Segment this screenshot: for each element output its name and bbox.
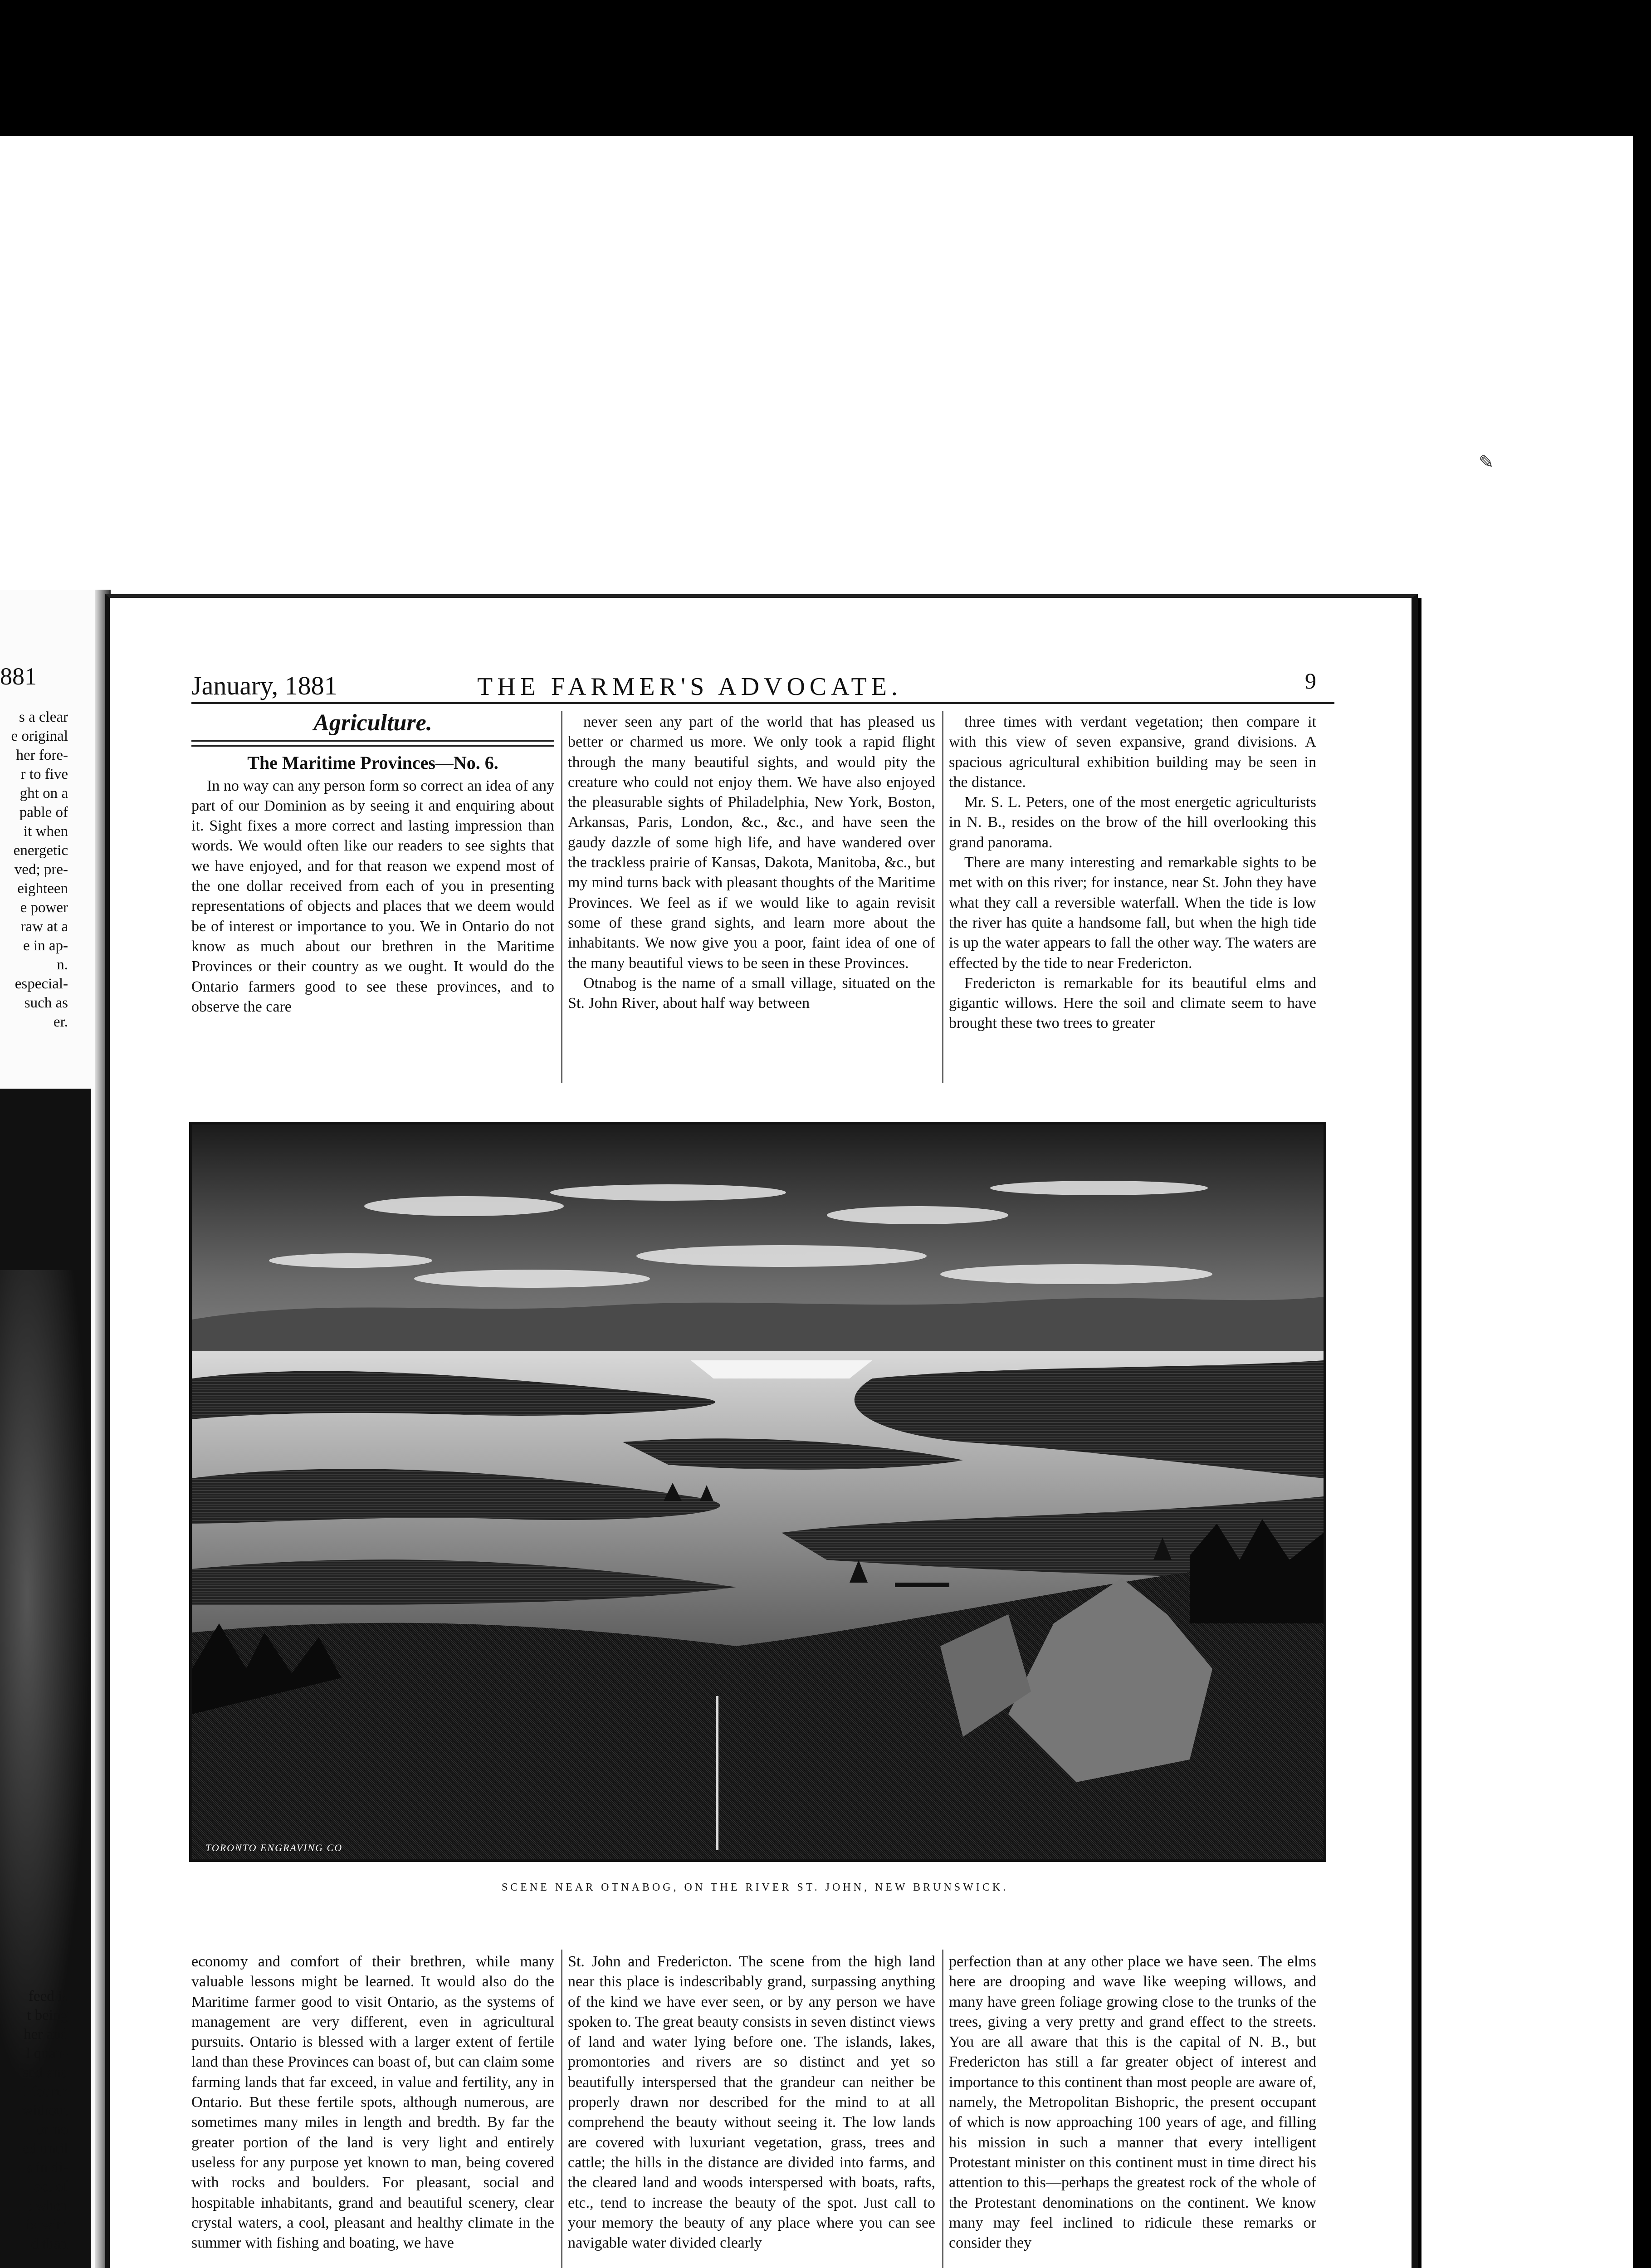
article-text [568,712,935,1013]
column-divider [942,711,943,1083]
paragraph: economy and comfort of their brethren, while many valuable lessons might be learned. It would also do the Maritime farmer good to visit Ontario, as the systems of management are very different, even in agricultural pursuits. Ontario is blessed with a larger extent of fertile land than these Provinces can boast of, but can claim some farming lands that far exceed, in value and fertility, any in Ontario. But these fertile spots, although numerous, are sometimes many miles in length and bredth. By far the greater portion of the land is very light and entirely useless for any purpose yet known to man, being covered with rocks and boulders. For pleasant, social and hospitable inhabitants, grand and beautiful scenery, clear crystal waters, a cool, pleasant and healthy climate in the summer with fishing and boating, we have [191,1953,554,2252]
text-fragment: without [22,2102,68,2119]
text-fragment: r to five [20,766,68,782]
text-fragment: sed and [23,2064,68,2081]
article-text [949,1952,1316,2253]
section-rule [191,740,554,747]
paragraph: Fredericton is remarkable for its beautiful elms and gigantic willows. Here the soil and climate seem to have brought these two trees to greater [949,974,1316,1032]
text-fragment: especial- [15,976,68,992]
paragraph: In no way can any person form so correct an idea of any part of our Dominion as by seeing it and enquiring about it. Sight fixes a more correct and lasting impression than words. We would often like our readers to see sights that we have enjoyed, and for that reason we expend most of the one dollar received from each of you in presenting representations of objects and places that we deem would be of interest or importance to you. We in Ontario do not know as much about our brethren in the Maritime Provinces or their country as we ought. It would do the Ontario farmers good to see these provinces, and to observe the care [191,777,554,1015]
text-fragment: eighteen [17,880,68,897]
text-fragment: raw at a [20,919,68,935]
scan-artifact-mark: ✎ [1479,452,1494,472]
column-2-top [568,712,935,1013]
column-2-bottom [568,1952,935,2253]
landscape-engraving [192,1124,1324,1859]
article-text [568,1952,935,2253]
text-fragment: n. [57,957,68,973]
text-fragment: her fore- [16,747,68,763]
column-divider [561,1950,562,2268]
scan-border-right [1633,0,1651,2268]
text-fragment: l fourth [23,2083,68,2100]
text-fragment: e power [20,899,68,916]
text-fragment: l quan- [26,2045,68,2062]
text-fragment: ed until [23,2141,68,2157]
text-fragment: such as [24,995,68,1011]
newspaper-page [105,594,1418,2268]
article-text [191,1952,554,2253]
text-fragment: t being [27,2007,68,2024]
article-text [949,712,1316,1034]
column-divider [561,711,562,1083]
text-fragment: ix with [26,2217,68,2233]
masthead-title: THE FARMER'S ADVOCATE. [477,673,902,701]
illustration-caption: SCENE NEAR OTNABOG, ON THE RIVER ST. JOHN, NEW BRUNSWICK. [501,1882,1009,1893]
text-fragment: her and [23,2026,68,2043]
text-fragment: or no [37,2121,68,2138]
page-header [191,670,1334,704]
text-fragment: s in di- [26,2160,68,2176]
text-fragment: ved; pre- [14,861,68,878]
text-fragment: d than [31,2236,68,2252]
adjacent-page-illustration-detail [0,1270,91,2087]
text-fragment: ght on a [20,785,68,802]
text-fragment: s a clear [19,709,68,725]
text-fragment: energetic [13,842,68,859]
column-1-top [191,710,554,1017]
section-heading: Agriculture. [313,710,432,736]
adjacent-page-left [0,590,111,2268]
column-1-bottom [191,1952,554,2253]
scan-border-top [0,0,1651,136]
paragraph: three times with verdant vegetation; then compare it with this view of seven expansive, grand divisions. A spacious agricultural exhibition building may be seen in the distance. [949,714,1316,791]
column-divider [942,1950,943,2268]
engraving-illustration [189,1122,1326,1862]
page-number: 9 [1305,668,1316,694]
paragraph: Mr. S. L. Peters, one of the most energetic agriculturists in N. B., resides on the brow of the hill overlooking this grand panorama. [949,794,1316,851]
text-fragment: pable of [19,804,68,821]
paragraph: never seen any part of the world that has pleased us better or charmed us more. We only took a rapid flight through the many beautiful sights, and would pity the creature who could not enjoy them. We have also enjoyed the pleasurable sights of Philadelphia, New York, Boston, Arkansas, Paris, London, &c., &c., and have seen the gaudy dazzle of some high life, and have wandered over the trackless prairie of Kansas, Dakota, Manitoba, &c., but my mind turns back with pleasant thoughts of the Maritime Provinces. We feel as if we would like to again revisit some of these grand sights, and learn more about the inhabitants. We now give you a poor, faint idea of one of the many beautiful views to be seen in these Provinces. [568,714,935,972]
column-3-bottom [949,1952,1316,2253]
article-title: The Maritime Provinces—No. 6. [247,753,498,773]
text-fragment: feed is [28,1988,68,2004]
text-fragment: e in ap- [23,938,68,954]
adjacent-page-year: 881 [0,663,37,690]
paragraph: perfection than at any other place we have seen. The elms here are drooping and wave like weeping willows, and many have green foliage growing close to the trunks of the trees, giving a very pretty and grand effect to the streets. You are all aware that this is the capital of N. B., but Fredericton has still a far greater object of interest and importance to this continent than most people are aware of, namely, the Metropolitan Bishopric, the present occupant of which is now approaching 100 years of age, and filling his mission in such a manner that every intelligent Protestant minister on this continent must in time direct his attention to this—perhaps the greatest rock of the whole of the Protestant denominations on the continent. We know many may feel inclined to ridicule these remarks or consider they [949,1953,1316,2252]
issue-date: January, 1881 [191,671,337,700]
engraver-credit: TORONTO ENGRAVING CO [205,1842,343,1853]
paragraph: St. John and Fredericton. The scene from the high land near this place is indescribably grand, surpassing anything of the kind we have ever seen, or by any person we have spoken to. The great beauty consists in seven distinct views of land and water lying before one. The islands, lakes, promontories and rivers are so distinct and yet so beautifully interspersed that the grandeur can neither be properly drawn nor described for the mind to at all comprehend the beauty without seeing it. The low lands are covered with luxuriant vegetation, grass, trees and cattle; the hills in the distance are divided into farms, and the cleared land and woods interspersed with boats, rafts, etc., tend to increase the beauty of the spot. Just call to your memory the beauty of any place where you can see navigable water divided clearly [568,1953,935,2252]
article-text [191,776,554,1017]
paragraph: Otnabog is the name of a small village, situated on the St. John River, about half way between [568,974,935,1012]
text-fragment: t when [28,2198,68,2214]
text-fragment: it when [23,823,68,840]
text-fragment: er. [53,1014,68,1030]
text-fragment: act of [34,2179,68,2195]
paragraph: There are many interesting and remarkable sights to be met with on this river; for instance, near St. John they have what they call a reversible waterfall. When the tide is low the river has quite a handsome fall, but when the high tide is up the water appears to fall the other way. The waters are effected by the tide to near Fredericton. [949,854,1316,972]
column-3-top [949,712,1316,1034]
text-fragment: e original [11,728,68,744]
